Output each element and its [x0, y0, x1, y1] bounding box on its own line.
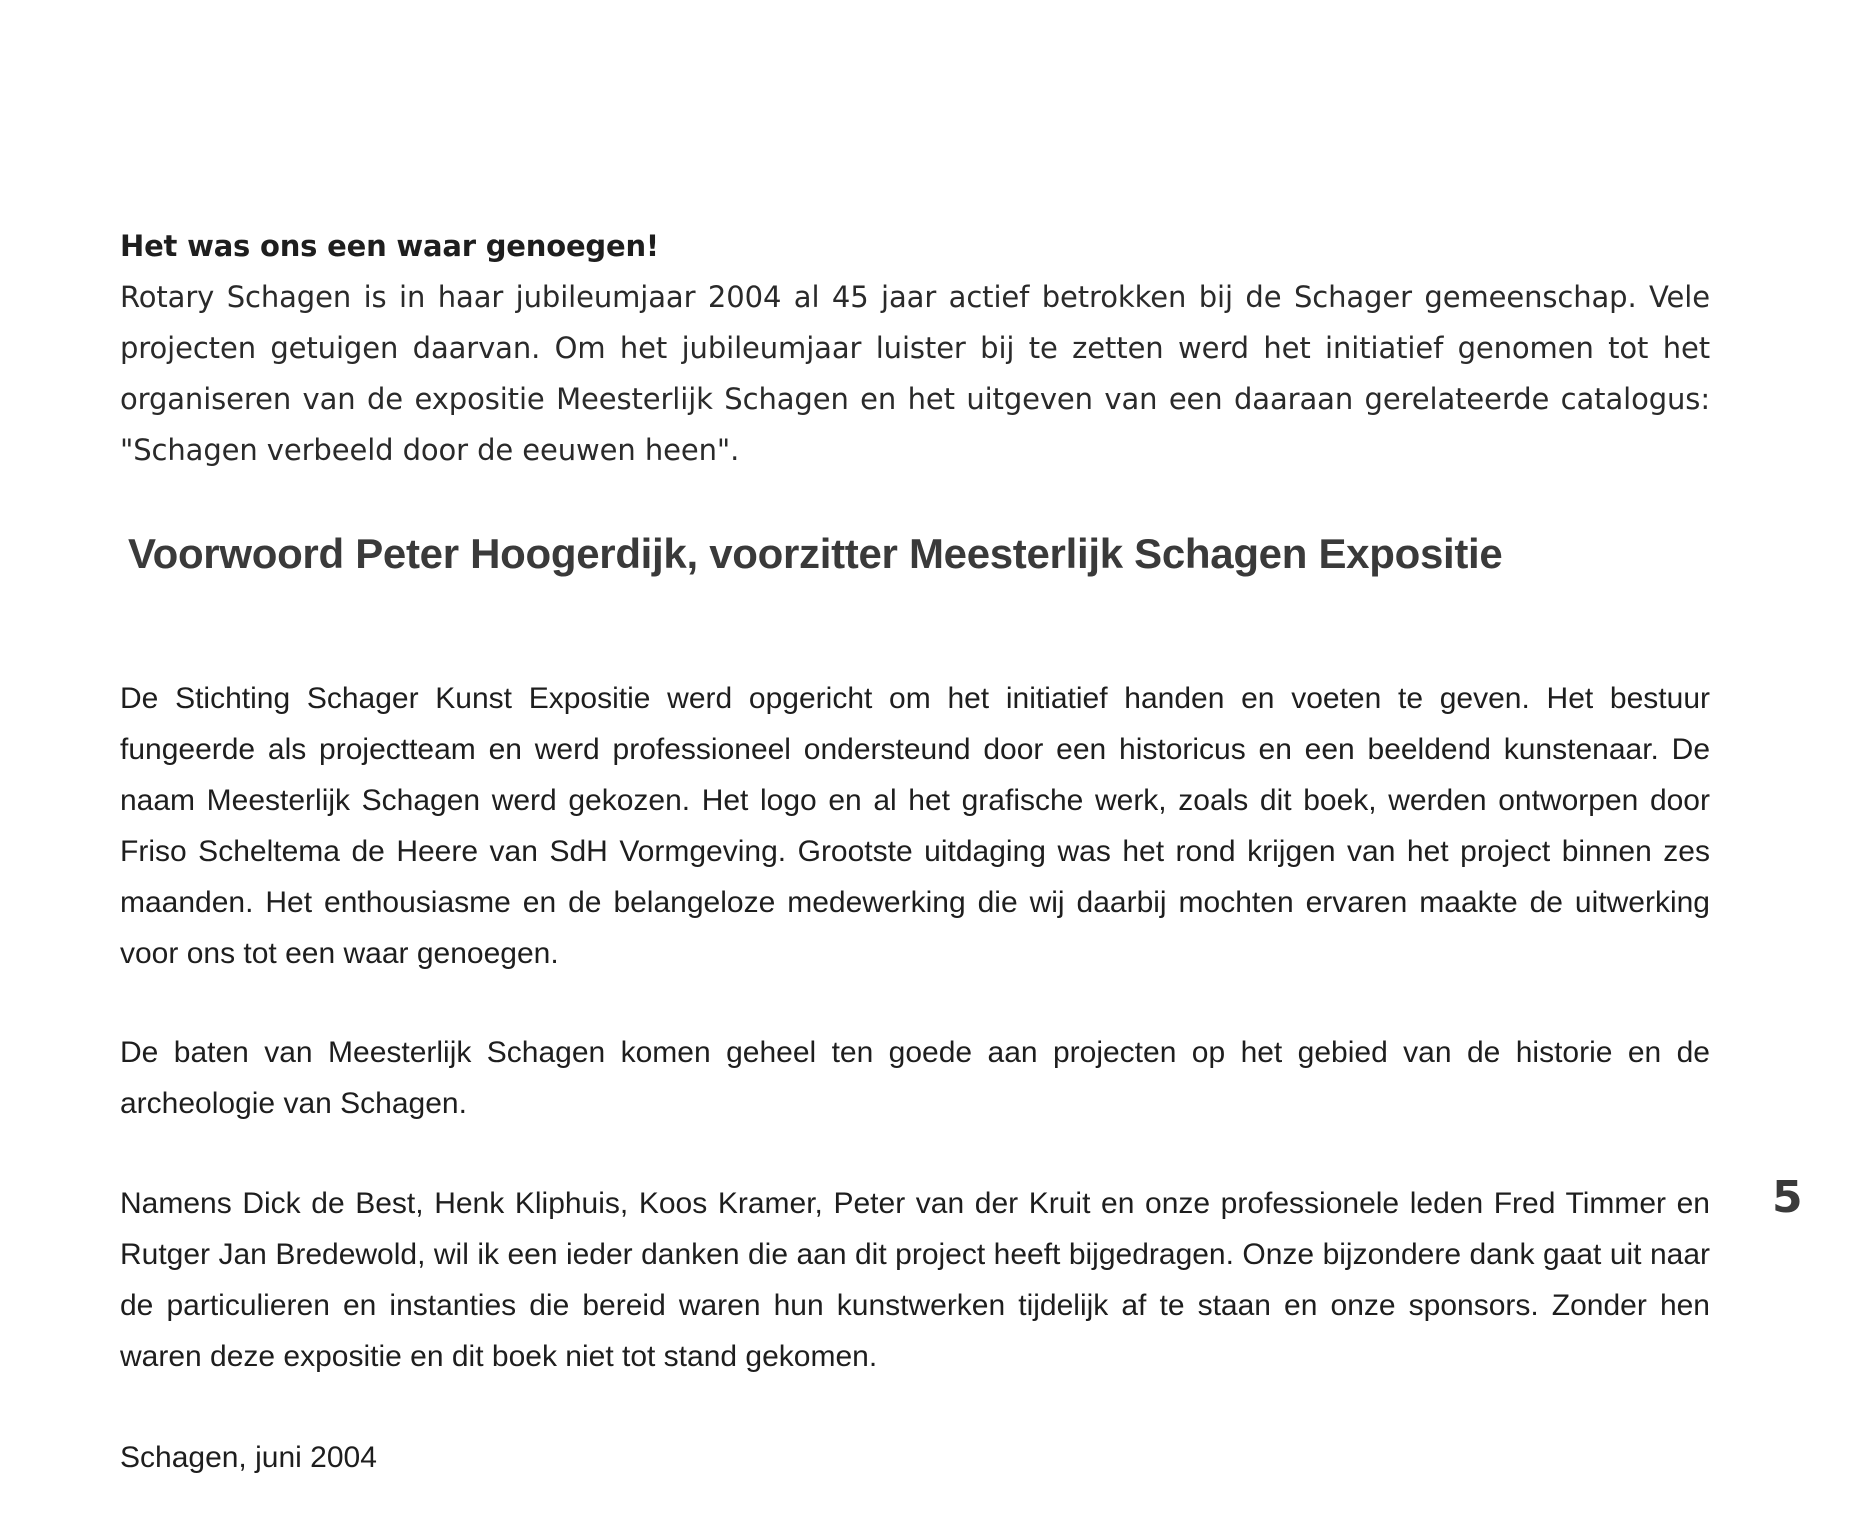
intro-section	[120, 220, 1710, 476]
signature-line: Schagen, juni 2004	[120, 1441, 377, 1474]
paragraph-proceeds: De baten van Meesterlijk Schagen komen geheel ten goede aan projecten op het gebied van de historie en de archeologie van Schagen.	[120, 1036, 1710, 1120]
page-number: 5	[1772, 1172, 1803, 1223]
intro-paragraph: Rotary Schagen is in haar jubileumjaar 2004 al 45 jaar actief betrokken bij de Schager gemeenschap. Vele projecten getuigen daarvan. Om het jubileumjaar luister bij te zetten werd het initiatief genomen tot het organiseren van de expositie Meesterlijk Schagen en het uitgeven van een daaraan gerelateerde catalogus: "Schagen verbeeld door de eeuwen heen".	[120, 280, 1710, 467]
paragraph-thanks: Namens Dick de Best, Henk Kliphuis, Koos Kramer, Peter van der Kruit en onze professionele leden Fred Timmer en Rutger Jan Bredewold, wil ik een ieder danken die aan dit project heeft bijgedragen. Onze bijzondere dank gaat uit naar de particulieren en instanties die bereid waren hun kunstwerken tijdelijk af te staan en onze sponsors. Zonder hen waren deze expositie en dit boek niet tot stand gekomen.	[120, 1187, 1710, 1373]
intro-title: Het was ons een waar genoegen!	[120, 229, 659, 263]
section-heading: Voorwoord Peter Hoogerdijk, voorzitter Meesterlijk Schagen Expositie	[128, 530, 1503, 577]
paragraph-foundation: De Stichting Schager Kunst Expositie werd opgericht om het initiatief handen en voeten te geven. Het bestuur fungeerde als projectteam en werd professioneel ondersteund door een historicus en een beeldend kunstenaar. De naam Meesterlijk Schagen werd gekozen. Het logo en al het grafische werk, zoals dit boek, werden ontworpen door Friso Scheltema de Heere van SdH Vormgeving. Grootste uitdaging was het rond krijgen van het project binnen zes maanden. Het enthousiasme en de belangeloze medewerking die wij daarbij mochten ervaren maakte de uitwerking voor ons tot een waar genoegen.	[120, 682, 1710, 970]
